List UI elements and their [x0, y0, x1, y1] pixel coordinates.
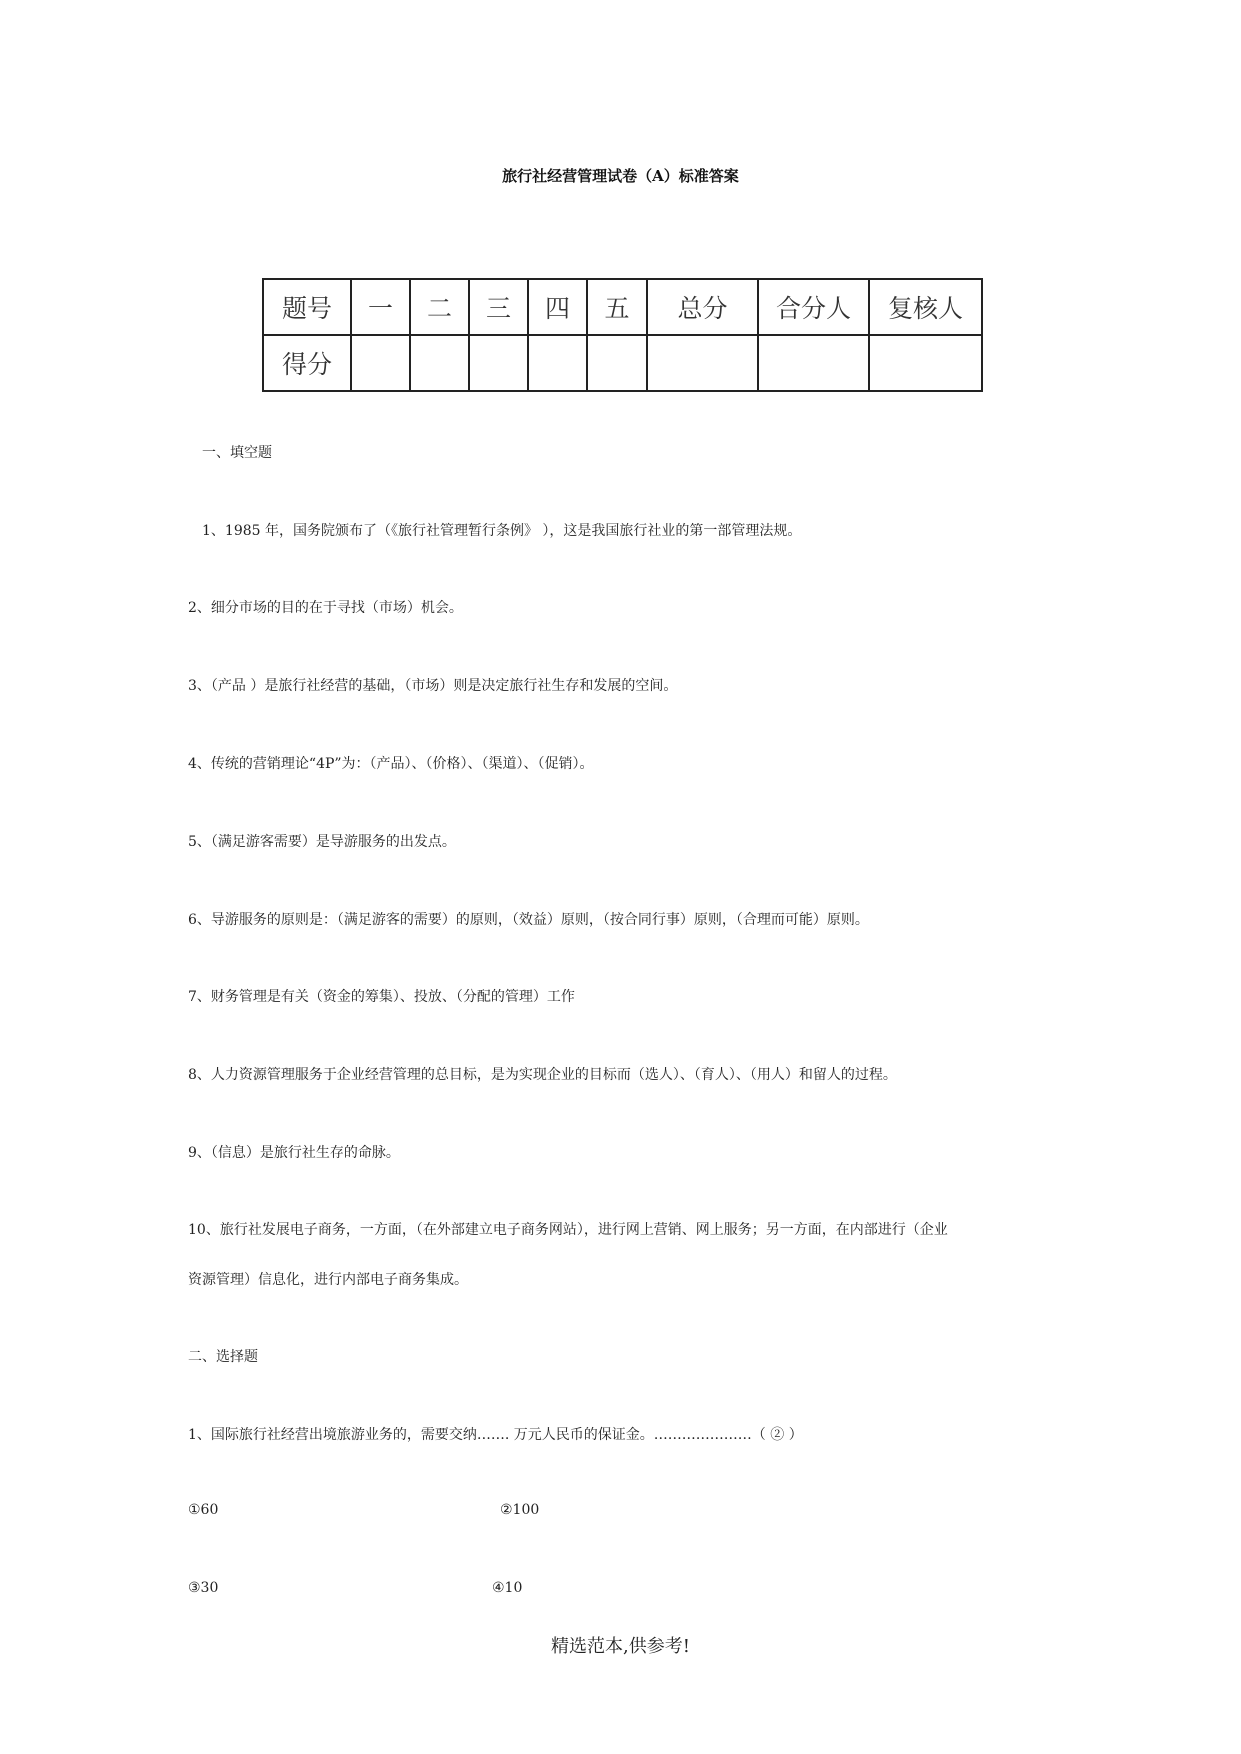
fill-blank-item: 2、细分市场的目的在于寻找（市场）机会。	[188, 600, 463, 616]
choice-option: ③30	[188, 1580, 219, 1596]
section-heading-multiple-choice: 二、选择题	[188, 1349, 258, 1365]
score-table-header-row	[263, 279, 982, 335]
score-cell	[351, 335, 410, 391]
fill-blank-item: 10、旅行社发展电子商务，一方面，（在外部建立电子商务网站），进行网上营销、网上服务；另一方面，在内部进行（企业	[188, 1222, 948, 1238]
score-cell	[869, 335, 982, 391]
score-cell	[469, 335, 528, 391]
choice-option: ②100	[500, 1502, 540, 1518]
score-table	[262, 278, 983, 392]
score-table-score-row	[263, 335, 982, 391]
table-header-cell: 合分人	[758, 279, 869, 335]
fill-blank-item: 4、传统的营销理论“4P”为：（产品）、（价格）、（渠道）、（促销）。	[188, 756, 594, 772]
fill-blank-item: 1、1985 年，国务院颁布了（《旅行社管理暂行条例》 ），这是我国旅行社业的第一部管理法规。	[202, 523, 802, 539]
table-header-cell: 四	[528, 279, 587, 335]
table-header-cell: 三	[469, 279, 528, 335]
choice-option: ①60	[188, 1502, 219, 1518]
table-header-cell: 复核人	[869, 279, 982, 335]
score-row-label: 得分	[263, 335, 351, 391]
table-header-cell: 题号	[263, 279, 351, 335]
fill-blank-item: 9、（信息）是旅行社生存的命脉。	[188, 1145, 400, 1161]
score-cell	[528, 335, 587, 391]
fill-blank-item: 3、（产品 ）是旅行社经营的基础，（市场）则是决定旅行社生存和发展的空间。	[188, 678, 678, 694]
score-cell	[410, 335, 469, 391]
section-heading-fill-blank: 一、填空题	[202, 445, 272, 461]
fill-blank-item: 5、（满足游客需要）是导游服务的出发点。	[188, 834, 456, 850]
page-footer: 精选范本,供参考!	[551, 1636, 690, 1657]
score-cell	[647, 335, 758, 391]
table-header-cell: 总分	[647, 279, 758, 335]
fill-blank-item: 7、财务管理是有关（资金的筹集）、投放、（分配的管理）工作	[188, 989, 575, 1005]
document-title: 旅行社经营管理试卷（A）标准答案	[502, 167, 739, 185]
fill-blank-item-continuation: 资源管理）信息化，进行内部电子商务集成。	[188, 1272, 468, 1288]
choice-option: ④10	[492, 1580, 523, 1596]
score-cell	[587, 335, 647, 391]
fill-blank-item: 8、人力资源管理服务于企业经营管理的总目标，是为实现企业的目标而（选人）、（育人）、（用人）和留人的过程。	[188, 1067, 897, 1083]
table-header-cell: 二	[410, 279, 469, 335]
table-header-cell: 五	[587, 279, 647, 335]
choice-question: 1、国际旅行社经营出境旅游业务的，需要交纳……. 万元人民币的保证金。…………………（ ② ）	[188, 1427, 803, 1443]
score-cell	[758, 335, 869, 391]
table-header-cell: 一	[351, 279, 410, 335]
fill-blank-item: 6、导游服务的原则是：（满足游客的需要）的原则，（效益）原则，（按合同行事）原则，（合理而可能）原则。	[188, 912, 869, 928]
